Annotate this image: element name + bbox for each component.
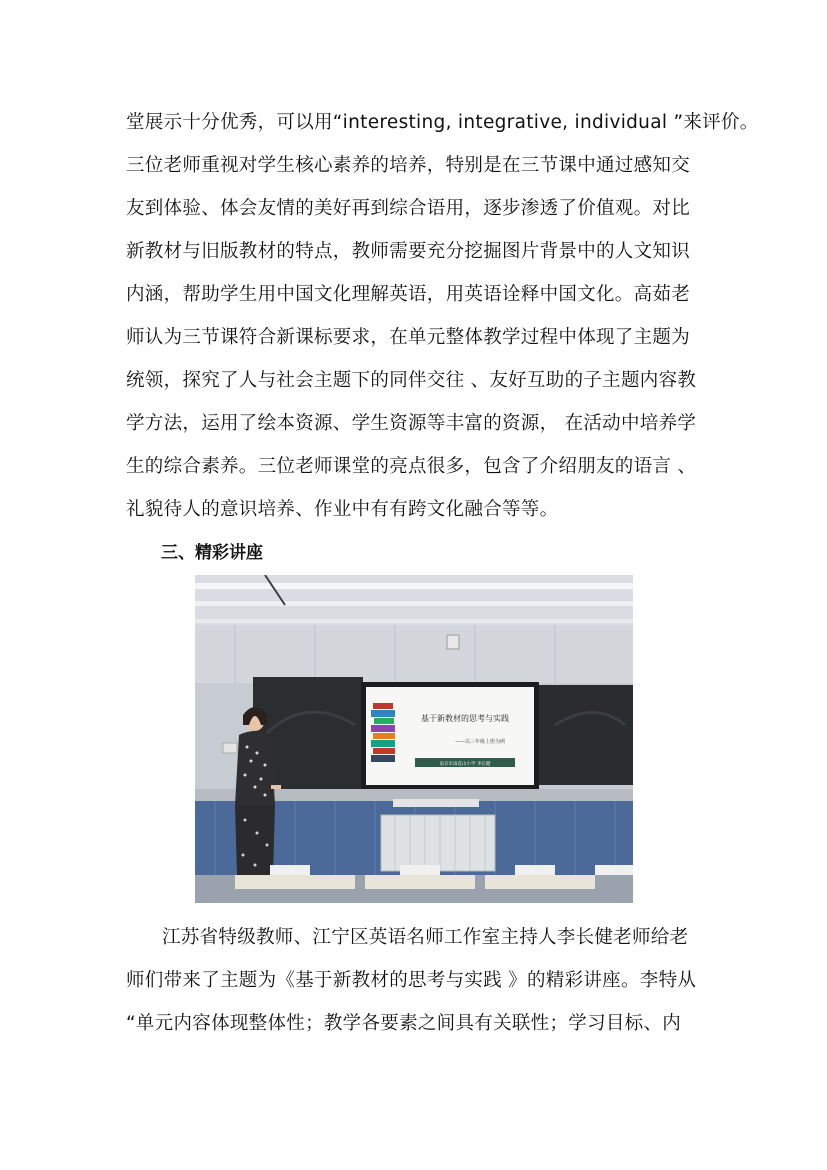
text-line: 友到体验、体会友情的美好再到综合语用，逐步渗透了价值观。对比 (126, 198, 691, 219)
slide-subtitle: ——以三年级上册为例 (454, 739, 506, 745)
text-line: 内涵，帮助学生用中国文化理解英语，用英语诠释中国文化。高茹老 (126, 284, 691, 305)
text-line: “单元内容体现整体性；教学各要素之间具有关联性；学习目标、内 (126, 1013, 682, 1034)
text-line: 学方法，运用了绘本资源、学生资源等丰富的资源， 在活动中培养学 (126, 413, 697, 434)
slide-footer: 南京市雨花山小学 李长健 (439, 762, 491, 767)
lecture-photo (195, 575, 633, 903)
text-line: 新教材与旧版教材的特点，教师需要充分挖掘图片背景中的人文知识 (126, 241, 691, 262)
text-line: 堂展示十分优秀，可以用“interesting, integrative, individual ”来评价。 (126, 112, 759, 133)
text-line: 礼貌待人的意识培养、作业中有有跨文化融合等等。 (126, 499, 559, 520)
slide-title: 基于新教材的思考与实践 (421, 714, 509, 723)
text-line: 师认为三节课符合新课标要求，在单元整体教学过程中体现了主题为 (126, 327, 691, 348)
text-line: 江苏省特级教师、江宁区英语名师工作室主持人李长健老师给老 (162, 927, 689, 948)
text-line: 统领，探究了人与社会主题下的同伴交往 、友好互助的子主题内容教 (126, 370, 697, 391)
text-line: 三位老师重视对学生核心素养的培养，特别是在三节课中通过感知交 (126, 155, 691, 176)
text-line: 生的综合素养。三位老师课堂的亮点很多，包含了介绍朋友的语言 、 (126, 456, 697, 477)
text-line: 师们带来了主题为《基于新教材的思考与实践 》的精彩讲座。李特从 (126, 970, 697, 991)
section-heading: 三、精彩讲座 (161, 543, 263, 563)
